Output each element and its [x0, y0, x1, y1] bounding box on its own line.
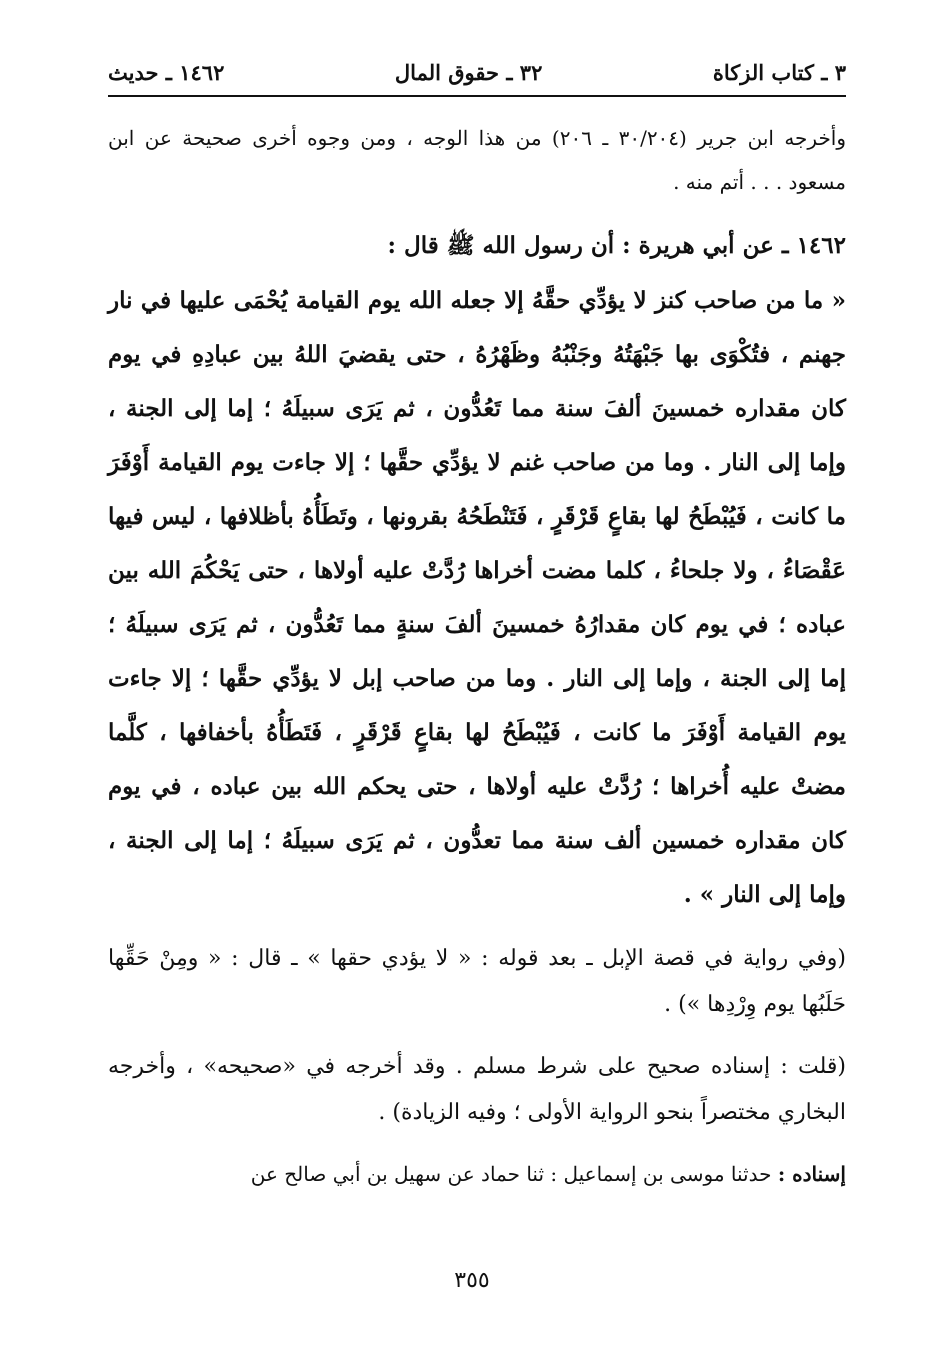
intro-paragraph: وأخرجه ابن جرير (٣٠/٢٠٤ ـ ٢٠٦) من هذا الوجه ، ومن وجوه أخرى صحيحة عن ابن مسعود . . . أتم منه . [108, 126, 847, 194]
hadith-range: ١٤٦٢ ـ حديث [108, 59, 225, 85]
isnad-text: حدثنا موسى بن إسماعيل : ثنا حماد عن سهيل بن أبي صالح عن [250, 1162, 772, 1186]
book-title: ٣ ـ كتاب الزكاة [712, 59, 846, 85]
header-divider [108, 95, 846, 97]
hadith-title: ١٤٦٢ ـ عن أبي هريرة : أن رسول الله ﷺ قال : [387, 232, 846, 259]
hadith-text: « ما من صاحب كنز لا يؤدِّي حقَّهُ إلا جعله الله يوم القيامة يُحْمَى عليها في نار جهنم ، فتُكْوَى بها جَبْهَتُهُ وجَنْبُهُ وظَهْرُهُ ، حتى يقضيَ اللهُ بين عبادِهِ في يوم كان مقداره خمسينَ ألفَ سنة مما تَعُدُّون ، ثم يَرَى سبيلَهُ ؛ إما إلى الجنة ، وإما إلى النار . وما من صاحب غنم لا يؤدِّي حقَّها ؛ إلا جاءت يوم القيامة أَوْفَرَ ما كانت ، فَيُبْطَحُ لها بقاعٍ قَرْقَرٍ ، فَتَنْطَحُهُ بقرونها ، وتَطَأُهُ بأظلافها ، ليس فيها عَقْصَاءُ ، ولا جلحاءُ ، كلما مضت أخراها رُدَّتْ عليه أولاها ، حتى يَحْكُمَ الله بين عباده ؛ في يوم كان مقدارُهُ خمسينَ ألفَ سنةٍ مما تَعُدُّون ، ثم يَرَى سبيلَهُ ؛ إما إلى الجنة ، وإما إلى النار . وما من صاحب إبل لا يؤدِّي حقَّها ؛ إلا جاءت يوم القيامة أَوْفَرَ ما كانت ، فَيُبْطَحُ لها بقاعٍ قَرْقَرٍ ، فَتَطَأُهُ بأخفافها ، كلَّما مضتْ عليه أُخراها ؛ رُدَّتْ عليه أولاها ، حتى يحكم الله بين عباده ، في يوم كان مقداره خمسين ألف سنة مما تعدُّون ، ثم يَرَى سبيلَهُ ؛ إما إلى الجنة ، وإما إلى النار » . [108, 287, 846, 908]
chapter-title: ٣٢ ـ حقوق المال [394, 59, 543, 85]
grading-paragraph: (قلت : إسناده صحيح على شرط مسلم . وقد أخرجه في «صحيحه» ، وأخرجه البخاري مختصراً بنحو الرواية الأولى ؛ وفيه الزيادة) . [108, 1054, 846, 1125]
isnad-paragraph [108, 1152, 846, 1196]
running-header [108, 52, 846, 92]
page-number: ٣٥٥ [454, 1268, 490, 1293]
riwaya-paragraph: (وفي رواية في قصة الإبل ـ بعد قوله : « لا يؤدي حقها » ـ قال : « ومِنْ حَقِّها حَلَبُها يوم وِرْدِها ») . [108, 946, 846, 1017]
isnad-label: إسناده : [777, 1162, 846, 1186]
page-body [108, 116, 846, 1196]
